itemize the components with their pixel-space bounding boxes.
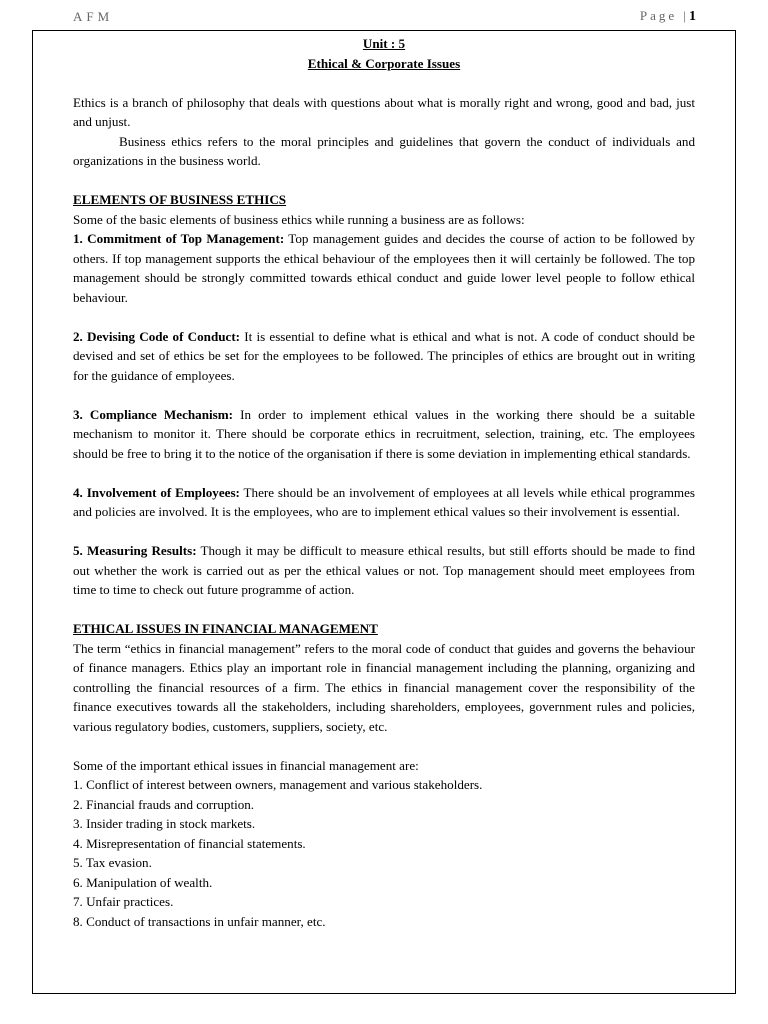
element-label: 2. Devising Code of Conduct: [73,328,241,344]
element-label: 5. Measuring Results: [73,543,197,558]
element-item: 2. Devising Code of Conduct: It is essential to define what is ethical and what is not. A code of conduct should be devised and set of ethics be set for the employees to be followed. The principles of ethics are brought out in writing for the guidance of employees. [73,328,695,383]
element-item: 4. Involvement of Employees: There should be an involvement of employees at all levels while ethical programmes and policies are involved. It is the employees, who are to implement ethical values so their involvement is essential. [73,484,695,519]
list-item: 4. Misrepresentation of financial statements. [73,835,306,851]
element-item: 3. Compliance Mechanism: In order to implement ethical values in the working there should be a suitable mechanism to monitor it. There should be corporate ethics in recruitment, selection, training, etc. The employees should be free to bring it to the notice of the organisation if there is some deviation in implementing ethical standards. [73,406,695,461]
intro-paragraph-2: Business ethics refers to the moral principles and guidelines that govern the conduct of individuals and organizations in the business world. [73,133,695,168]
element-label: 4. Involvement of Employees: [73,484,240,500]
intro-paragraph-1: Ethics is a branch of philosophy that deals with questions about what is morally right and wrong, good and bad, just and unjust. [73,94,695,129]
list-item: 5. Tax evasion. [73,855,152,870]
page-title: Ethical & Corporate Issues [307,55,461,71]
header-course-code: AFM [73,9,114,24]
list-item: 3. Insider trading in stock markets. [73,816,256,831]
elements-lead: Some of the basic elements of business ethics while running a business are as follows: [73,211,525,227]
list-item: 8. Conduct of transactions in unfair manner, etc. [73,913,326,929]
header-page-indicator [640,8,696,25]
unit-number: Unit : 5 [362,36,406,51]
page-label: Page | [639,8,689,23]
section-heading-financial: ETHICAL ISSUES IN FINANCIAL MANAGEMENT [73,621,378,636]
element-item: 5. Measuring Results: Though it may be difficult to measure ethical results, but still efforts should be made to find out whether the work is carried out as per the ethical values or not. Top management should meet employees from time to time to check out future programme of action. [73,543,695,597]
element-label: 1. Commitment of Top Management: [73,231,285,246]
document-body [73,34,695,931]
section-heading-elements: ELEMENTS OF BUSINESS ETHICS [73,192,287,207]
list-item: 2. Financial frauds and corruption. [73,796,255,812]
list-item: 6. Manipulation of wealth. [73,874,213,890]
page-number: 1 [689,9,696,24]
issues-lead: Some of the important ethical issues in financial management are: [73,757,419,773]
element-label: 3. Compliance Mechanism: [73,406,233,422]
element-item: 1. Commitment of Top Management: Top management guides and decides the course of action to be followed by others. If top management supports the ethical behaviour of the employees then it will certainly be followed. The top management should be strongly committed towards ethical conduct and guide lower level people to follow ethical behaviour. [73,231,695,305]
financial-paragraph: The term “ethics in financial management” refers to the moral code of conduct that guides and governs the behaviour of finance managers. Ethics play an important role in financial management including the planning, organizing and controlling the financial resources of a firm. The ethics in financial management cover the responsibility of the finance executives towards all the stakeholders, including shareholders, employees, government rules and policies, various regulatory bodies, customers, suppliers, society, etc. [73,640,695,734]
list-item: 7. Unfair practices. [73,894,174,909]
list-item: 1. Conflict of interest between owners, management and various stakeholders. [73,777,483,792]
